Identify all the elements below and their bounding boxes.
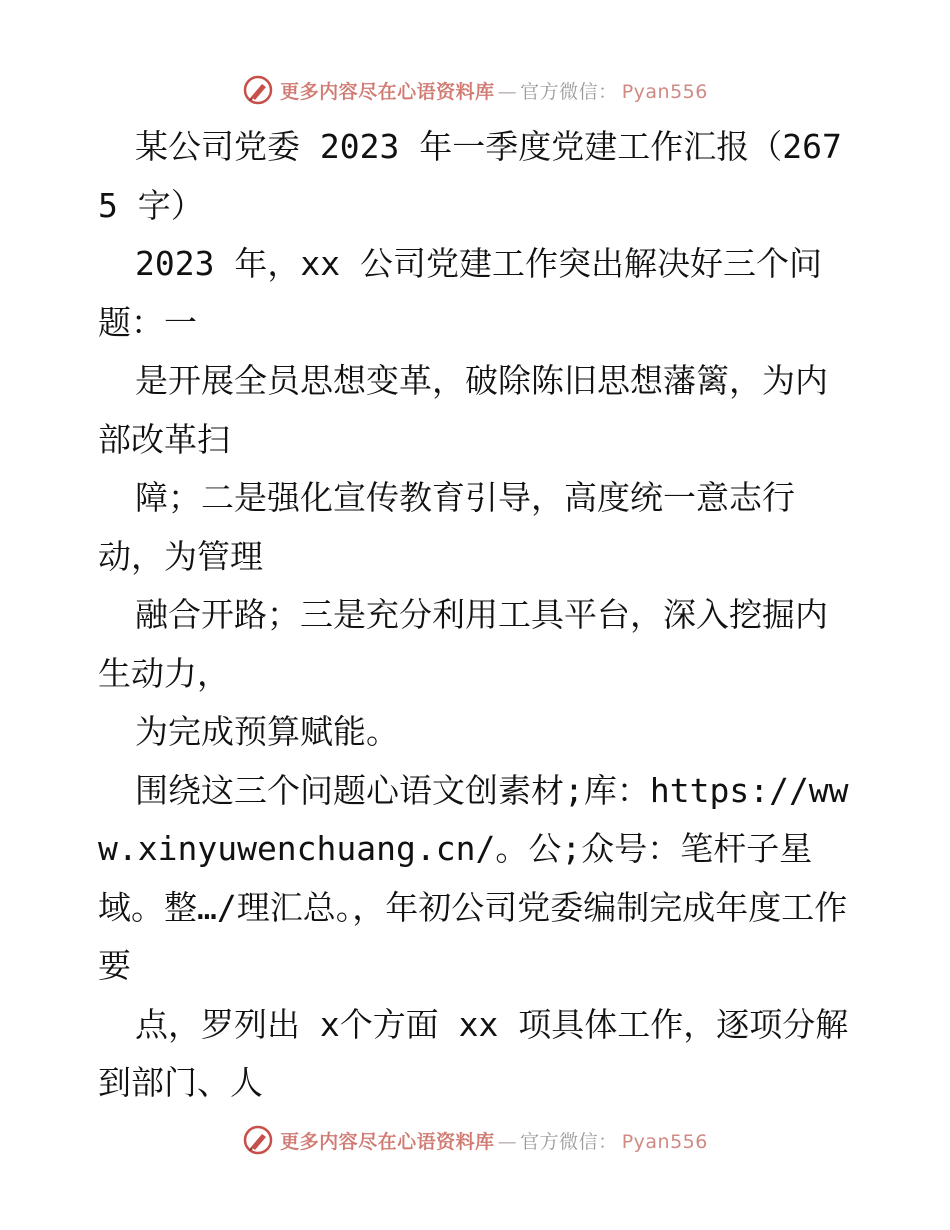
footer-watermark [0, 1122, 950, 1158]
watermark-account: Pyan556 [621, 1130, 708, 1153]
watermark-separator: — [497, 1130, 518, 1153]
paragraph: 2023 年，xx 公司党建工作突出解决好三个问题：一 [98, 244, 822, 342]
watermark-label: 官方微信： [520, 80, 618, 103]
pen-logo-icon [242, 74, 274, 106]
document-body [98, 118, 858, 1113]
watermark-text [280, 1127, 708, 1154]
header-watermark [0, 72, 950, 108]
watermark-label: 官方微信： [520, 1130, 618, 1153]
paragraph: 点，罗列出 x个方面 xx 项具体工作，逐项分解到部门、人 [98, 1004, 849, 1102]
watermark-brand: 更多内容尽在心语资料库 [280, 80, 495, 103]
watermark-brand: 更多内容尽在心语资料库 [280, 1130, 495, 1153]
watermark-text [280, 77, 708, 104]
paragraph: 融合开路；三是充分利用工具平台，深入挖掘内生动力， [98, 595, 828, 693]
paragraph: 是开展全员思想变革，破除陈旧思想藩篱，为内部改革扫 [98, 361, 828, 459]
paragraph: 围绕这三个问题心语文创素材;库：https://www.xinyuwenchuang.cn/。公;众号：笔杆子星域。整…/理汇总。，年初公司党委编制完成年度工作要 [98, 770, 849, 985]
watermark-account: Pyan556 [621, 80, 708, 103]
watermark-separator: — [497, 80, 518, 103]
paragraph: 障；二是强化宣传教育引导，高度统一意志行动，为管理 [98, 478, 795, 576]
pen-logo-icon [242, 1124, 274, 1156]
paragraph-title: 某公司党委 2023 年一季度党建工作汇报（2675 字） [98, 127, 842, 225]
paragraph: 为完成预算赋能。 [135, 712, 399, 751]
